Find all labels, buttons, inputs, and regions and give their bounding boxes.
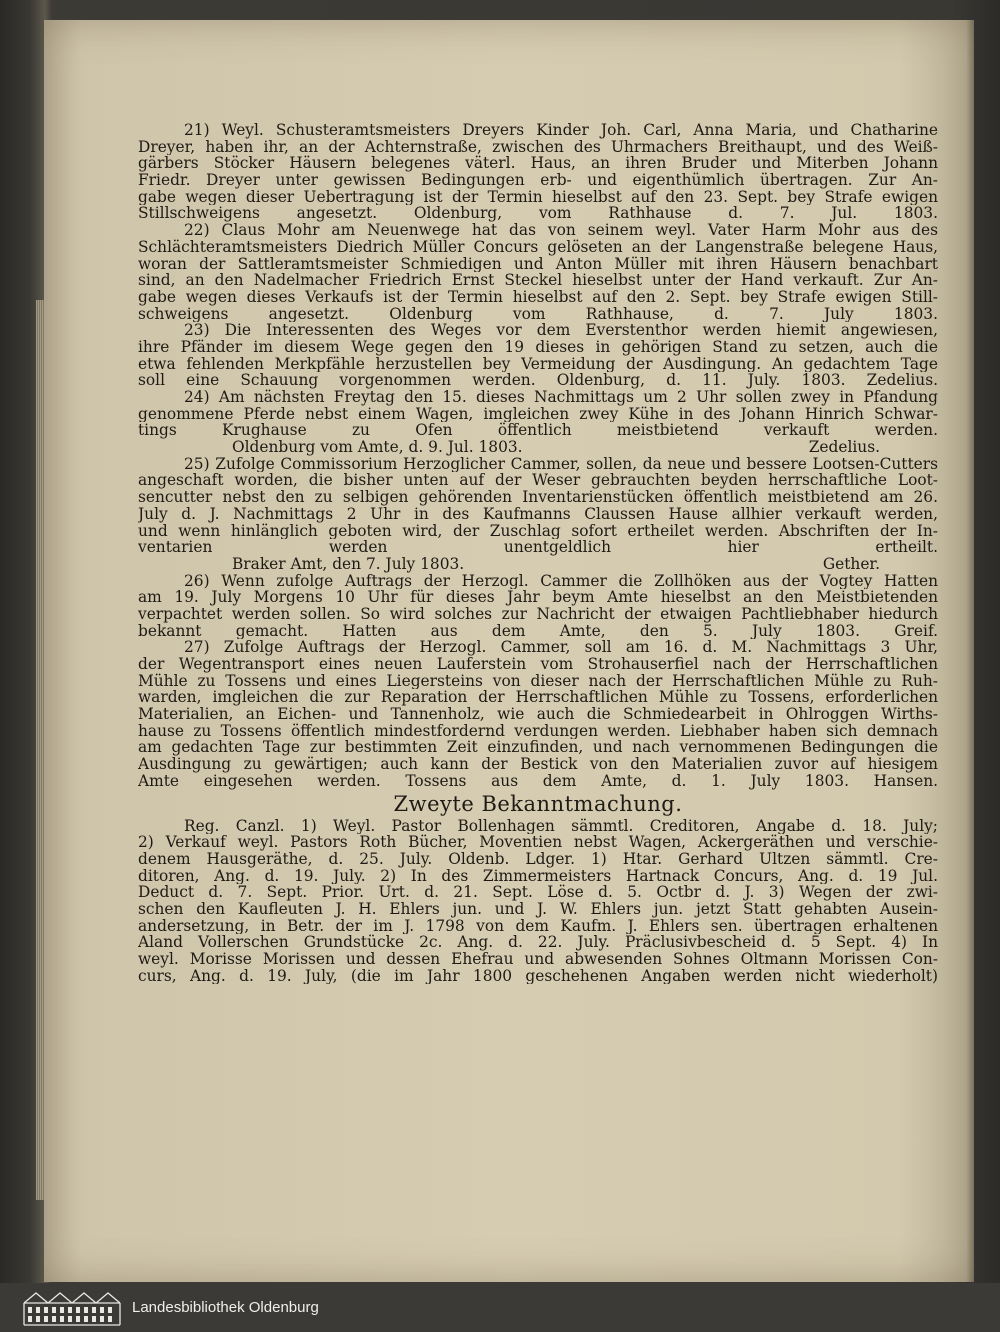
text-line: weyl. Morisse Morissen und dessen Ehefrau und abwesenden Sohnes Oltmann Morissen Con- — [138, 951, 938, 968]
text-line: tings Krughause zu Ofen öffentlich meistbietend verkauft werden. — [138, 422, 938, 440]
text-line: andersetzung, in Betr. der im J. 1798 von dem Kaufm. J. Ehlers sen. übertragen erhaltenen — [138, 917, 938, 935]
notice-27 — [138, 639, 938, 789]
notice-23 — [138, 322, 938, 389]
text-line: hause zu Tossens öffentlich mindestfordernd verdungen werden. Liebhaber haben sich demnach — [138, 722, 938, 740]
text-line: gabe wegen dieses Verkaufs ist der Termin hieselbst auf den 2. Sept. bey Strafe ewigen Still- — [138, 288, 938, 306]
text-line: gärbers Stöcker Häusern belegenes väterl. Haus, an ihren Bruder und Miterben Johann — [138, 155, 938, 173]
library-building-logo-icon — [22, 1289, 122, 1327]
text-line: 26) Wenn zufolge Auftrags der Herzogl. Cammer die Zollhöken aus der Vogtey Hatten — [184, 572, 938, 590]
notice-signature — [138, 556, 938, 573]
footer-bar — [0, 1283, 1000, 1332]
text-line: Ausdingung zu gewärtigen; auch kann der Bestick von den Materialien zuvor auf hiesigem — [138, 756, 938, 773]
text-line: July d. J. Nachmittags 2 Uhr in des Kaufmanns Claussen Hause allhier verkauft werden, — [138, 505, 938, 523]
text-line: 22) Claus Mohr am Neuenwege hat das von seinem weyl. Vater Harm Mohr aus des — [184, 222, 938, 239]
text-line: der Wegentransport eines neuen Lauferstein vom Strohauserfiel nach der Herrschaftlichen — [138, 656, 938, 673]
text-line: etwa fehlenden Merkpfähle herzustellen bey Vermeidung der Ausdingung. An gedachtem Tage — [138, 355, 938, 373]
text-line: sencutter nebst den zu selbigen gehörenden Inventarienstücken öffentlich meistbietend am 26. — [138, 489, 938, 506]
text-line: Schlächteramtsmeisters Diedrich Müller Concurs gelöseten an der Langenstraße belegene Haus, — [138, 238, 938, 256]
notice-21 — [138, 122, 938, 222]
text-line: soll eine Schauung vorgenommen werden. Oldenburg, d. 11. July. 1803. Zedelius. — [138, 372, 938, 389]
text-line: 23) Die Interessenten des Weges vor dem Everstenthor werden hiemit angewiesen, — [184, 322, 938, 339]
text-line: schweigens angesetzt. Oldenburg vom Rathhause, d. 7. July 1803. — [138, 305, 938, 323]
text-line: schen den Kaufleuten J. H. Ehlers jun. und J. W. Ehlers jun. jetzt Statt gehabten Ausein- — [138, 900, 938, 918]
signature-name: Gether. — [822, 554, 880, 573]
text-line: warden, imgleichen die zur Reparation der Herrschaftlichen Mühle zu Tossens, erforderlichen — [138, 689, 938, 707]
text-line: denem Hausgeräthe, d. 25. July. Oldenb. Ldger. 1) Htar. Gerhard Ultzen sämmtl. Cre- — [138, 850, 938, 868]
notice-25 — [138, 456, 938, 556]
text-line: curs, Ang. d. 19. July, (die im Jahr 1800 geschehenen Angaben werden nicht wiederholt) — [138, 967, 938, 985]
signature-name: Zedelius. — [808, 438, 880, 457]
text-line: am gedachten Tage zur bestimmten Zeit einzufinden, und nach vernommenen Bedingungen die — [138, 739, 938, 757]
text-line: verpachtet werden sollen. So wird solches zur Nachricht der etwaigen Pachtliebhaber hiedurch — [138, 605, 938, 623]
text-line: gabe wegen dieser Uebertragung ist der Termin hieselbst auf den 23. Sept. bey Strafe ewigen — [138, 188, 938, 206]
notice-22 — [138, 222, 938, 322]
library-name: Landesbibliothek Oldenburg — [132, 1299, 319, 1316]
notice-26 — [138, 573, 938, 640]
text-line: Materialien, an Eichen- und Tannenholz, wie auch die Schmiedearbeit in Ohlroggen Wirths- — [138, 706, 938, 723]
text-line: Stillschweigens angesetzt. Oldenburg, vom Rathhause d. 7. Jul. 1803. — [138, 205, 938, 223]
text-line: ditoren, Ang. d. 19. July. 2) In des Zimmermeisters Hartnack Concurs, Ang. d. 19 Jul. — [138, 867, 938, 885]
text-line: woran der Sattleramtsmeister Schmiedigen und Anton Müller mit ihren Häusern benachbart — [138, 255, 938, 273]
text-line: Amte eingesehen werden. Tossens aus dem Amte, d. 1. July 1803. Hansen. — [138, 772, 938, 790]
text-line: genommene Pferde nebst einem Wagen, imgleichen zwey Kühe in des Johann Hinrich Schwar- — [138, 405, 938, 423]
text-line: 2) Verkauf weyl. Pastors Roth Bücher, Moventien nebst Wagen, Ackergeräthen und verschie- — [138, 834, 938, 851]
second-announcement — [138, 818, 938, 985]
text-line: sind, an den Nadelmacher Friedrich Ernst Steckel hieselbst unter der Hand verkauft. Zur An- — [138, 272, 938, 289]
notice-24 — [138, 389, 938, 439]
page-text — [138, 122, 938, 984]
section-heading: Zweyte Bekanntmachung. — [393, 791, 683, 816]
signature-place-date: Oldenburg vom Amte, d. 9. Jul. 1803. — [232, 438, 523, 457]
text-line: Mühle zu Tossens und eines Liegersteins von dieser nach der Herrschaftlichen Mühle zu Ruh- — [138, 672, 938, 690]
text-line: Deduct d. 7. Sept. Prior. Urt. d. 21. Sept. Löse d. 5. Octbr d. J. 3) Wegen der zwi- — [138, 884, 938, 901]
text-line: ventarien werden unentgeldlich hier ertheilt. — [138, 539, 938, 556]
text-line: 21) Weyl. Schusteramtsmeisters Dreyers Kinder Joh. Carl, Anna Maria, und Chatharine — [184, 122, 938, 139]
text-line: und wenn hinlänglich geboten wird, der Zuschlag sofort ertheilet werden. Abschriften der In- — [138, 522, 938, 540]
text-line: 27) Zufolge Auftrags der Herzogl. Cammer, soll am 16. d. M. Nachmittags 3 Uhr, — [184, 639, 938, 656]
text-line: Dreyer, haben ihr, an der Achternstraße, zwischen des Uhrmachers Breithaupt, und des Weiß- — [138, 138, 938, 156]
text-line: am 19. July Morgens 10 Uhr für dieses Jahr beym Amte hieselbst an den Meistbietenden — [138, 589, 938, 606]
text-line: Reg. Canzl. 1) Weyl. Pastor Bollenhagen sämmtl. Creditoren, Angabe d. 18. July; — [184, 817, 938, 835]
notice-signature — [138, 439, 938, 456]
text-line: bekannt gemacht. Hatten aus dem Amte, den 5. July 1803. Greif. — [138, 622, 938, 640]
signature-place-date: Braker Amt, den 7. July 1803. — [232, 554, 465, 573]
text-line: 24) Am nächsten Freytag den 15. dieses Nachmittags um 2 Uhr sollen zwey in Pfandung — [184, 389, 938, 406]
text-line: Friedr. Dreyer unter gewissen Bedingungen erb- und eigenthümlich übertragen. Zur An- — [138, 172, 938, 189]
text-line: Aland Vollerschen Grundstücke 2c. Ang. d. 22. July. Präclusivbescheid d. 5 Sept. 4) In — [138, 934, 938, 951]
text-line: 25) Zufolge Commissorium Herzoglicher Cammer, sollen, da neue und bessere Lootsen-Cutters — [184, 455, 938, 473]
text-line: angeschaft worden, die bisher unten auf der Weser gebrauchten beyden herrschaftliche Loot- — [138, 472, 938, 490]
text-line: ihre Pfänder im diesem Wege gegen den 19 dieses in gehörigen Stand zu setzen, auch die — [138, 338, 938, 356]
